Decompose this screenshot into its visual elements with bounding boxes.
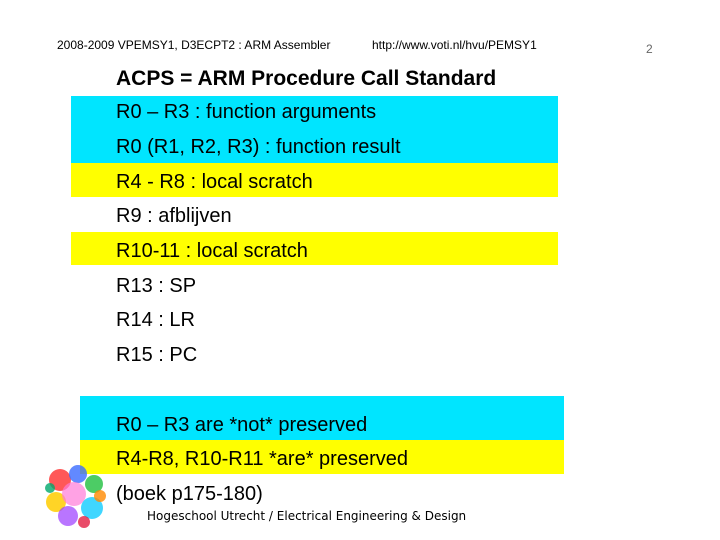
- slide-number: 2: [646, 42, 653, 56]
- register-line: R0 (R1, R2, R3) : function result: [116, 136, 401, 158]
- footer-institution: Hogeschool Utrecht / Electrical Engineering & Design: [147, 509, 467, 523]
- register-line: R10-11 : local scratch: [116, 240, 308, 262]
- register-line: R4 - R8 : local scratch: [116, 171, 313, 193]
- header-url: http://www.voti.nl/hvu/PEMSY1: [372, 38, 537, 52]
- register-line: R0 – R3 : function arguments: [116, 101, 377, 123]
- register-line: R13 : SP: [116, 275, 197, 297]
- register-line: R15 : PC: [116, 344, 198, 366]
- slide-title: ACPS = ARM Procedure Call Standard: [116, 67, 497, 90]
- register-line: R14 : LR: [116, 309, 195, 331]
- register-line: R9 : afblijven: [116, 205, 232, 227]
- note-line: R4-R8, R10-R11 *are* preserved: [116, 448, 408, 470]
- header-course: 2008-2009 VPEMSY1, D3ECPT2 : ARM Assembler: [57, 38, 331, 52]
- note-line: (boek p175-180): [116, 483, 263, 505]
- school-logo-icon: [38, 460, 116, 532]
- note-line: R0 – R3 are *not* preserved: [116, 414, 368, 436]
